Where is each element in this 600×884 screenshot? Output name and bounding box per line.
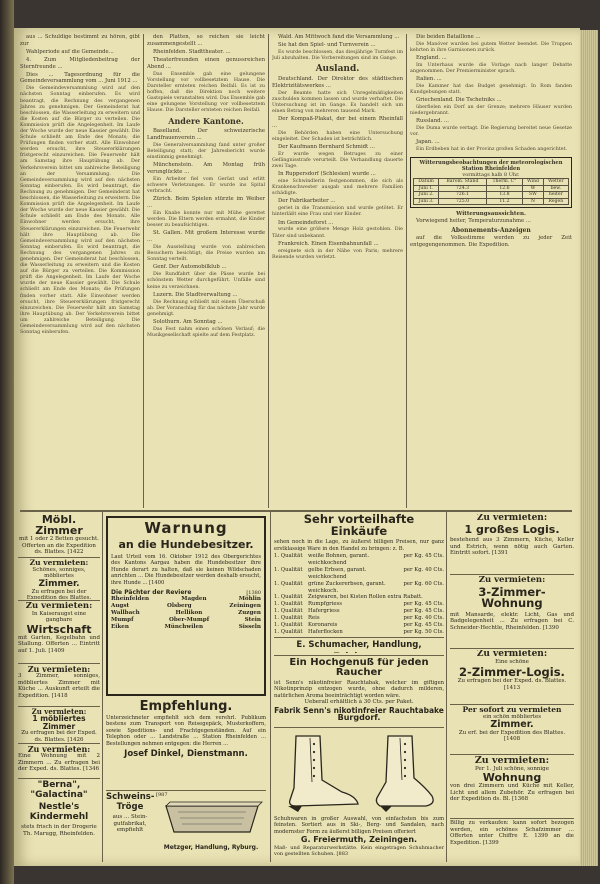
item-name: gelbe Erbsen, garant. weichkochend [308,566,367,580]
item-quality: 1. Qualität [274,594,303,601]
ad-text: Zu erfragen bei der Expedition des Blattes. [26,588,92,599]
article-line: St. Gallen. Mit großem Interesse wurde ... [147,230,265,244]
ad-text: sehen noch in die Lage, zu äußerst billigen Preisen, nur ganz erstklassige Ware in den Handel zu bringen: z. B. [274,539,444,552]
section-heading-ausland: Ausland. [315,64,360,74]
ads-column-rule [102,512,103,862]
item-name: Koronareis [308,622,338,629]
revier-name: Zeiningen [229,603,261,610]
article-line: Italien. ... [416,76,442,83]
filler-text: Ein Erdbeben hat in der Provinz großen Schaden angerichtet. [416,147,568,153]
ad-text: Zu erfragen bei der Exped. ds. Blattes. [1413 [457,678,567,691]
list-item [111,610,261,617]
ad-divider [450,648,574,649]
filler-text: Die Manöver wurden bei gutem Wetter beendet. Die Truppen kehrten in ihre Garnisonen zurück. [410,41,572,53]
item-price: per Kg. 40 Cts. [403,566,444,573]
filler-text: Das Fest nahm einen schönen Verlauf; die Musikgesellschaft spielte auf dem Festplatz. [147,326,265,338]
table-cell: SW [523,192,543,199]
revier-name: Hellikon [175,610,203,617]
ad-text: mit Mansarde, elektr. Licht, Gas und Badgelegenheit ... Zu erfragen bei C. Schneider-Hechtle, Rheinfelden. [1390 [450,611,574,631]
article-line: Japan. ... [416,139,440,146]
ad-title: Zu vermieten: [29,559,89,567]
revier-name: Rheinfelden [111,596,150,603]
ad-zimmer-zu-vermieten [18,559,100,599]
ad-text: bestehend aus 3 Zimmern, Küche, Keller und Estrich, wenn nötig auch Garten. Eintritt sofort. [1391 [450,537,574,556]
article-line: Münchenstein. Am Montag früh verunglückte ... [147,162,265,176]
ad-title: "Berna", "Galactina" [30,780,88,800]
table-header-cell: Wind [523,179,543,186]
ad-highlight: 1 großes Logis. [464,523,560,536]
table-cell: 725.0 [439,198,486,205]
ad-title: Warnung [144,519,228,537]
ad-text: Zu erfragen bei der Exped. ds. Blattes. [1426 [21,730,97,742]
revier-name: Eiken [111,624,129,631]
ad-text: Eine schöne [495,659,529,665]
list-item [111,596,261,603]
article-column-3 [272,34,403,506]
ad-text: aus ... Stein- gutfabrikat, empfiehlt [112,814,148,833]
ad-highlight: Zimmer. [38,578,80,589]
list-item [274,601,444,608]
ad-3-zimmer-wohnung [450,576,574,646]
item-price: per Kg. 45 Cts. [403,601,444,608]
ad-divider [18,557,100,558]
revier-name: Olsberg [167,603,192,610]
article-line: Dies ... Tagesordnung für die Gemeindeversammlung vom ... Juni 1912 ... [20,71,140,85]
item-name: grüne Zuckererbsen, garant. weichkoch. [308,580,386,594]
subscription-text: auf die Volksstimme werden zu jeder Zeit entgegengenommen. Die Expedition. [410,235,572,249]
ad-title: Zu vermieten: [25,602,93,611]
ad-divider [450,704,574,705]
ad-wohnung-2-zimmer [18,745,100,777]
article-column-4 [410,34,572,506]
ad-divider [18,706,100,707]
table-cell: Juni 3. [414,198,439,205]
ad-divider [450,818,574,819]
article-line: aus ... Schuldige bestimmt zu hören, gibt zur [20,34,140,47]
filler-text: eine Schwindlerin festgenommen, die sich als Krankenschwester ausgab und mehrere Familien schädigte. [272,179,403,197]
weather-forecast-heading: Witterungsaussichten. [456,211,526,218]
table-cell: 13.8 [486,192,523,199]
ad-firm: Fabrik Senn's nikotinfreier Rauchtabake [274,705,444,715]
book-binding [0,0,14,884]
ads-column-rule [446,512,447,862]
ad-text: ein schön möbliertes [482,713,542,720]
article-line: 4. Zum Mitgliedenbeitrag der Sternfreunde ... [20,56,140,70]
ad-moebliertes-zimmer [18,708,100,742]
ad-title: Zu vermieten: [27,665,91,674]
ad-title: Zu vermieten: [476,514,548,523]
ad-text: Billig zu verkaufen: kann sofort bezogen werden, ein schönes Schafzimmer ... Offerten unter Chiffre E. 1399 an die Expedition. [1399 [450,820,574,846]
ad-text: Per 1. Juli schöne, sonnige [475,765,549,772]
ad-signature: Josef Dinkel, Dienstmann. [124,749,248,760]
ad-highlight: Wirtschaft [26,622,92,636]
table-cell: Juni 2. [414,192,439,199]
revier-name: Zuzgen [238,610,261,617]
article-line: Griechenland. Die Tschetniks ... [416,97,502,104]
ad-title: Per sofort zu vermieten [462,706,562,714]
list-item [274,553,444,567]
ad-2-zimmer-logis [450,650,574,702]
weather-forecast-text: Vorwiegend heiter, Temperaturzunahme ... [416,218,531,225]
filler-text: Die Ausstellung wurde von zahlreichen Besuchern besichtigt; die Preise wurden am Sonntag verteilt. [147,245,265,263]
ad-signature: E. Schumacher, Handlung, [296,640,422,650]
article-line: Die beiden Bataillone ... [416,34,481,40]
ad-text: Metzger, Handlung, Ryburg. [163,844,259,851]
ad-divider [274,637,444,638]
ad-title: Empfehlung. [139,700,233,714]
ad-einkaeufe [274,514,444,636]
weather-table-box [410,157,572,208]
ad-title: Möbl. Zimmer [35,514,83,537]
item-quality: 1. Qualität [274,566,303,573]
ad-list-heading: Die Pächter der Reviere [111,589,192,597]
table-header-cell: Wetter [543,179,568,186]
price-list [274,553,444,636]
ad-wirtschaft [18,602,100,662]
ad-schafzimmer [450,820,574,862]
table-cell: W [523,185,543,192]
weather-table [413,178,569,205]
revier-name: Magden [181,596,207,603]
table-cell: heiter [543,192,568,199]
list-item [111,624,261,631]
item-quality: 1. Qualität [274,580,303,587]
revier-name: Sisseln [238,624,261,631]
table-header-cell: Datum [414,179,439,186]
ad-text: Maß- und Reparaturwerkstätte. Kein eingetragen Schuhmacher von gestellten Schuhen. [883 [274,845,444,858]
article-line: Luzern. Die Stadtverwaltung ... [153,291,238,298]
list-item [274,615,444,622]
article-line: In Ruppersdorf (Schlesien) wurde ... [278,171,376,178]
filler-text: Im Unterhaus wurde die Vorlage nach langer Debatte angenommen. Der Premierminister sprach. [410,63,572,75]
ad-text: In Kaiseraugst eine gangbare [31,610,87,623]
ad-schweinstroege [106,792,154,852]
column-rule [268,34,269,508]
revier-name: Stein [244,617,261,624]
filler-text: Ein Arbeiter fiel vom Gerüst und erlitt schwere Verletzungen. Er wurde ins Spital verbracht. [147,177,265,195]
ad-title: Zu vermieten: [478,576,546,585]
filler-text: Das Ensemble gab eine gelungene Vorstellung vor vollbesetztem Hause. Die Darsteller ernteten reichen Beifall. Es ist zu hoffen, daß die Direktion noch weitere Gastspiele veranstalten wird. Das Ensemble gab eine gelungene Vorstellung vor vollbesetztem Hause. Die Darsteller ernteten reichen Beifall. [147,71,265,114]
filler-text: geriet in die Transmission und wurde getötet. Er hinterläßt eine Frau und vier Kinder. [272,206,403,218]
ad-divider [450,574,574,575]
item-quality: 1. Qualität [274,622,303,629]
ad-highlight: 1 möbliertes Zimmer [32,714,86,731]
ad-divider [18,663,100,664]
table-header-cell: Barom. Stand [439,179,486,186]
ad-subtitle: an die Hundebesitzer. [118,538,254,551]
article-line: Russland. ... [416,118,449,125]
filler-text: Ein Knabe konnte nur mit Mühe gerettet werden. Die Eltern werden ermahnt, die Kinder besser zu beaufsichtigen. [147,211,265,229]
item-name: Zeigwaren, bei Kisten Rollen extra Rabatt. [308,594,423,601]
shoes-illustration [276,730,442,814]
trough-illustration [156,792,266,854]
table-cell: bew. [543,185,568,192]
table-row [414,198,569,205]
filler-text: Die Duma wurde vertagt. Die Regierung bereitet neue Gesetze vor. [410,126,572,138]
ad-text: Schuhwaren in großer Auswahl, von einfachsten bis zum feinsten. Sortiert aus in Ski-, Berg- und Sandalen, nach modernster Form zu äußerst billigen Preisen offeriert [274,816,444,835]
article-line: Baselland. Der schweizerische Landfrauenverein ... [147,128,265,141]
list-item [111,617,261,624]
ad-title: Zu vermieten: [476,650,548,659]
article-column-2 [147,34,265,506]
article-line: Der Fabrikarbeiter ... [278,198,336,205]
article-line: Der Kaufmann Bernhard Schmidt ... [278,144,375,151]
ad-title: Schweins-Tröge [106,792,154,812]
ad-text: Zu erf. bei der Expedition des Blattes. [1408 [458,729,566,742]
ad-signature: G. Freiermuth, Zeiningen. [300,835,418,845]
ad-highlight: Zimmer. [490,719,534,730]
ad-text: stets frisch in der Drogerie Th. Marugg, Rheinfelden. [21,824,97,837]
list-item [274,629,444,636]
filler-text: ereignete sich in der Nähe von Paris; mehrere Reisende wurden verletzt. [272,248,403,260]
revier-name: Augst [111,603,130,610]
trough-icon [158,798,266,842]
list-item [274,594,444,601]
ad-zimmer-kueche [18,665,100,705]
item-quality: 1. Qualität [274,601,303,608]
ad-ref: [1380 [246,590,261,597]
filler-text: Es wurde beschlossen, das diesjährige Turnfest im Juli abzuhalten. Die Vorbereitungen sind im Gange. [272,49,403,61]
item-name: Rumpfgriess [308,601,342,608]
article-column-1 [20,34,140,506]
column-rule [406,34,407,508]
list-item [274,581,444,595]
column-rule [143,34,144,508]
newspaper-page [14,28,580,866]
ad-highlight: 3-Zimmer-Wohnung [478,584,546,610]
revier-name: Möhlin [238,596,261,603]
article-line: Frankreich. Einen Eisenbahnunfall ... [278,240,379,247]
ad-divider [18,778,100,779]
filler-text: Die Generalversammlung fand unter großer Beteiligung statt; der Jahresbericht wurde einstimmig genehmigt. [147,142,265,161]
item-name: Haferflocken [308,628,343,635]
ad-text: Eine Wohnung mit 2 Zimmern ... Zu erfragen bei der Exped. ds. Blattes. [1346 [18,753,100,772]
list-item [274,622,444,629]
filler-text: Die Rundfahrt über die Pässe wurde bei schönstem Wetter durchgeführt. Unfälle sind keine zu verzeichnen. [147,272,265,290]
ad-divider [106,790,266,791]
article-line: Wahlperiode auf die Gemeinde... [26,48,114,55]
article-line: England. ... [416,55,447,62]
ad-schumacher-signature [274,639,444,653]
article-line: Zürich. Beim Spielen stürzte im Weiher ... [147,196,265,210]
ad-warnung-hundebesitzer [106,516,266,696]
revier-name: Wallbach [111,610,140,617]
article-line: Deutschland. Der Direktor des städtischen Elektrizitätswerkes ... [272,75,403,89]
ad-highlight: Nestle's Kindermehl [29,802,89,822]
item-quality: 1. Qualität [274,608,303,615]
revier-name: Münchwilen [164,624,204,631]
page-edges [580,30,598,866]
article-line: Genf. Der Automobilklub ... [153,264,227,271]
item-name: Hafergriess [308,608,340,615]
item-price: per Kg. 45 Cts. [403,608,444,615]
ad-text: von drei Zimmern und Küche mit Keller, Licht und allem Zubehör. Zu erfragen bei der Expedition ds. Bl. [1368 [450,783,574,802]
ad-grosses-logis [450,514,574,572]
table-cell: 12.6 [486,185,523,192]
ad-divider [450,754,574,755]
filler-text: Die Behörden haben eine Untersuchung eingeleitet. Der Schaden ist beträchtlich. [272,130,403,142]
filler-text: überfielen ein Dorf an der Grenze; mehrere Häuser wurden niedergebrannt. [410,105,572,117]
section-heading-andere-kantone: Andere Kantone. [168,116,244,127]
table-cell: N [523,198,543,205]
ad-text: 3 Zimmer, sonniges, möbliertes Zimmer mit Küche ... Auskunft erteilt die Expedition. [1418 [18,673,100,699]
ad-text: Laut Urteil vom 16. Oktober 1912 des Obergerichtes des Kantons Aargau haben die Hundebesitzer ihre Hunde derart zu halten, daß sie keinen Wildschaden anrichten ... Die Hundebesitzer werden deshalb ersucht, ihre Hunde ... [1400 [111,554,261,586]
ad-schuhwaren [274,816,444,862]
ad-title: Zu vermieten: [31,708,87,716]
ad-highlight: 2-Zimmer-Logis. [459,664,565,679]
table-cell: 11.2 [486,198,523,205]
filler-text: Die Gemeindeversammlung wird auf den nächsten Sonntag einberufen. Es wird beantragt, die Rechnung des vergangenen Jahres zu genehmigen. Der Gemeinderat hat beschlossen, die Wasserleitung zu erweitern und die Kosten auf die Bürger zu verteilen. Die Kommission prüft die Angelegenheit. Im Laufe der Woche wurde der neue Kassier gewählt. Die Schule schließt am Ende des Monats; die Prüfungen finden vorher statt. Alle Einwohner werden ersucht, ihre Steuererklärungen fristgerecht einzureichen. Die Feuerwehr hält am Samstag ihre Hauptübung ab. Der Verkehrsverein bittet um zahlreiche Beteiligung an der Versammlung. Die Gemeindeversammlung wird auf den nächsten Sonntag einberufen. Es wird beantragt, die Rechnung zu genehmigen. Der Gemeinderat hat beschlossen, die Wasserleitung zu erweitern. Die Kommission prüft die Angelegenheit. Im Laufe der Woche wurde der neue Kassier gewählt. Die Schule schließt am Ende des Monats. Alle Einwohner werden ersucht, ihre Steuererklärungen einzureichen. Die Feuerwehr hält ihre Hauptübung ab. Die Gemeindeversammlung wird auf den nächsten Sonntag einberufen. Es wird beantragt, die Rechnung des vergangenen Jahres zu genehmigen. Der Gemeinderat hat beschlossen, die Wasserleitung zu erweitern und die Kosten auf die Bürger zu verteilen. Die Kommission prüft die Angelegenheit. Im Laufe der Woche wurde der neue Kassier gewählt. Die Schule schließt am Ende des Monats; die Prüfungen finden vorher statt. Alle Einwohner werden ersucht, ihre Steuererklärungen fristgerecht einzureichen. Die Feuerwehr hält am Samstag ihre Hauptübung ab. Der Verkehrsverein bittet um zahlreiche Beteiligung. Die Gemeindeversammlung wird auf den nächsten Sonntag einberufen. [20,86,140,336]
item-quality: 1. Qualität [274,553,303,559]
ads-column-rule [270,512,271,862]
item-price: per Kg. 50 Cts. [403,628,444,635]
article-line: den Platten, so reichen sie leicht zusammengestellt ... [147,34,265,47]
reviere-list [111,596,261,631]
subscription-heading: Abonnements-Anzeigen [451,227,531,235]
article-line: Theaterfreunden einen genussreichen Abend ... [147,56,265,70]
ad-divider [274,727,444,728]
ad-divider [18,600,100,601]
item-price: per Kg. 45 Cts. [403,553,444,559]
revier-name: Ober-Mumpf [169,617,210,624]
ad-text: mit 1 oder 2 Betten gesucht. Offerten an die Expedition ds. Blattes. [1422 [19,536,99,555]
filler-text: Er wurde wegen Betruges zu einer Gefängnisstrafe verurteilt. Die Verhandlung dauerte zwei Tage. [272,152,403,170]
table-header-cell: Therm. C° [486,179,523,186]
ad-title: Sehr vorteilhafte Einkäufe [303,514,415,538]
weather-table-subtitle: vormittags halb 8 Uhr. [462,172,520,179]
article-line: Solothurn. Am Sonntag ... [153,318,223,325]
ad-per-sofort-zimmer [450,706,574,752]
ad-ref: [987 [156,792,168,798]
ad-text: Unterzeichneter empfiehlt sich dem verehrl. Publikum bestens zum Transport von Reisegepäck, Musterkoffern, sowie Speditions- und Frachtgegenständen. Auf ein Telephon oder ... Landstraße ... Station Rheinfelden ... Bestellungen nehmen entgegen: die Herren ... [106,715,266,747]
ad-empfehlung-dienstmann [106,700,266,788]
ad-wohnung [450,756,574,816]
ad-rauchtabak [274,658,444,726]
filler-text: Die Rechnung schließt mit einem Überschuß ab. Der Voranschlag für das nächste Jahr wurde genehmigt. [147,299,265,317]
item-name: weiße Bohnen, garant. weichkochend [308,553,369,566]
ad-title: Ein Hochgenuß für jeden Raucher [289,658,429,678]
table-cell: 726.1 [439,192,486,199]
shoe-icon [276,730,442,814]
ad-title: Zu vermieten: [474,756,550,766]
item-price: per Kg. 45 Cts. [403,622,444,629]
article-line: Der Kompaß-Plakat, der bei einem Rheinfall ... [272,116,403,129]
item-price: per Kg. 40 Cts. [403,615,444,622]
list-item [274,567,444,581]
ad-text: Schönes, sonniges, möbliertes [32,566,86,579]
ad-divider [18,743,100,744]
item-quality: 1. Qualität [274,628,303,635]
filler-text: wurde eine größere Menge Holz gestohlen. Die Täter sind unbekannt. [272,227,403,239]
list-item [274,608,444,615]
ad-title: Zu vermieten: [27,745,91,754]
ad-text: ist Senn's nikotinfreier Rauchtabak, welcher im giftigen Nikotinprinzip entzogen wurde, ohne dadurch milderen, natürlichen Aroma beeinträchtigt worden wäre. [274,680,444,699]
article-line: Sie hat den Spiel- und Turnverein ... [278,41,376,48]
table-cell: 724.3 [439,185,486,192]
item-price: per Kg. 60 Cts. [403,580,444,587]
ad-city: Burgdorf. [337,713,381,723]
ad-divider [274,655,444,656]
article-line: Rheinfelden. Stadttheater. ... [153,48,231,55]
weather-table-title: Witterungsbeobachtungen der meteorologischen Station Rheinfelden [419,160,563,173]
filler-text: Die Kammer hat das Budget genehmigt. In Rom fanden Kundgebungen statt. [410,84,572,96]
ad-kindermehl [18,780,100,860]
item-name: Reis [308,615,320,622]
item-quality: 1. Qualität [274,615,303,622]
ad-moebliertes-zimmer-gesucht [18,514,100,556]
article-line: Im Gemeindeforst ... [278,219,334,226]
ad-text: Ueberall erhältlich à 30 Cts. per Paket. [304,699,414,706]
ad-highlight: Wohnung [482,771,542,784]
table-cell: Juni 1. [414,185,439,192]
list-item [111,603,261,610]
revier-name: Mumpf [111,617,134,624]
table-cell: Regen [543,198,568,205]
ad-text: mit Garten, Kegelbahn und Stallung. Offerten ... Eintritt auf 1. Juli. [1409 [18,634,100,654]
article-line: Wald. Am Mittwoch fand die Versammlung ... [278,34,400,40]
filler-text: Der Beamte hatte sich Unregelmäßigkeiten zuschulden kommen lassen und wurde verhaftet. Die Untersuchung ist im Gange. Es handelt sich um einen Betrag von mehreren tausend Mark. [272,90,403,114]
